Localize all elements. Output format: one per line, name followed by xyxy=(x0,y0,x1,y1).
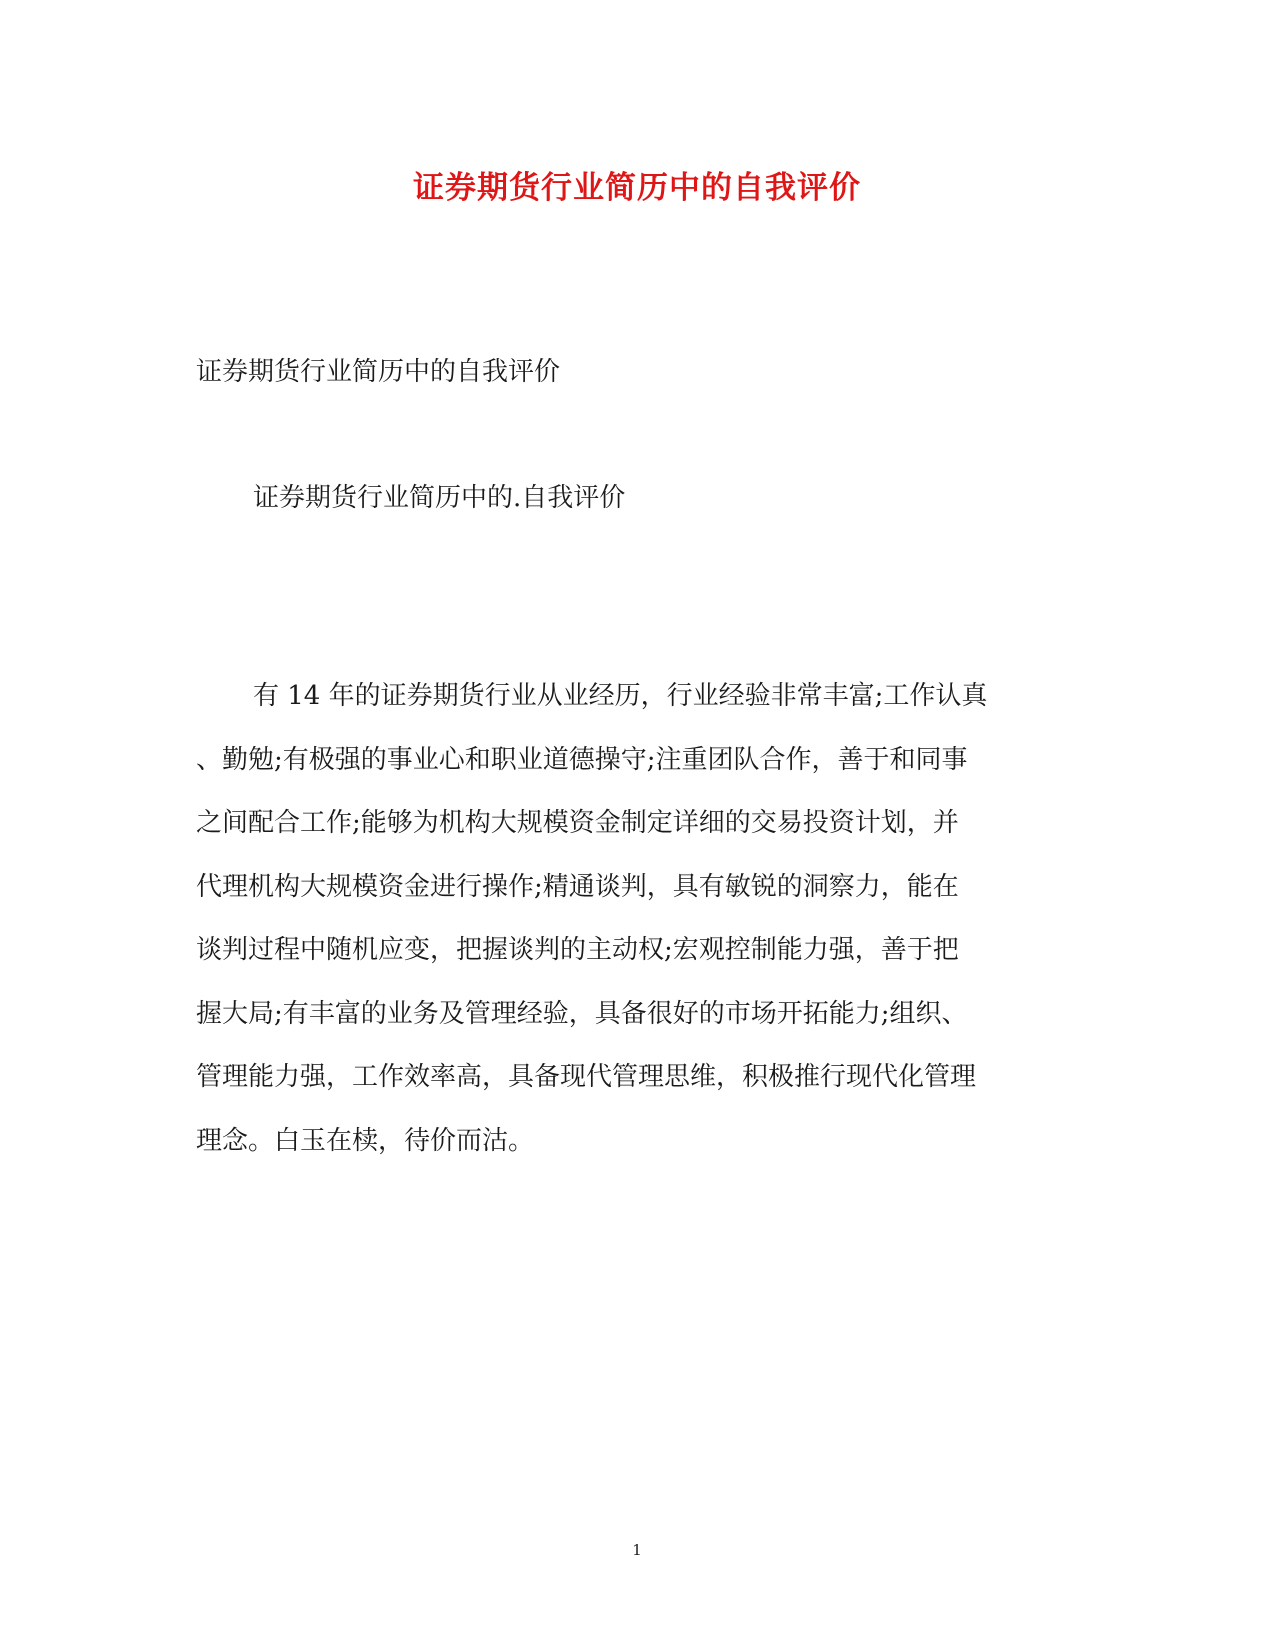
paragraph-line: 谈判过程中随机应变，把握谈判的主动权;宏观控制能力强，善于把 xyxy=(196,935,959,965)
section-heading: 证券期货行业简历中的.自我评价 xyxy=(253,483,626,513)
paragraph-line: 之间配合工作;能够为机构大规模资金制定详细的交易投资计划，并 xyxy=(196,808,959,838)
paragraph-line: 握大局;有丰富的业务及管理经验，具备很好的市场开拓能力;组织、 xyxy=(196,998,968,1029)
page-number: 1 xyxy=(632,1541,642,1559)
paragraph-line: 代理机构大规模资金进行操作;精通谈判，具有敏锐的洞察力，能在 xyxy=(196,871,959,902)
document-subtitle: 证券期货行业简历中的自我评价 xyxy=(196,357,561,387)
paragraph-line: 、勤勉;有极强的事业心和职业道德操守;注重团队合作，善于和同事 xyxy=(196,744,968,775)
document-title: 证券期货行业简历中的自我评价 xyxy=(413,170,861,206)
paragraph-line: 管理能力强，工作效率高，具备现代管理思维，积极推行现代化管理 xyxy=(196,1062,977,1092)
paragraph-line: 理念。白玉在椟，待价而沽。 xyxy=(196,1125,535,1156)
paragraph-line: 有 14 年的证券期货行业从业经历，行业经验非常丰富;工作认真 xyxy=(253,681,988,711)
body-paragraph xyxy=(196,676,1076,1184)
